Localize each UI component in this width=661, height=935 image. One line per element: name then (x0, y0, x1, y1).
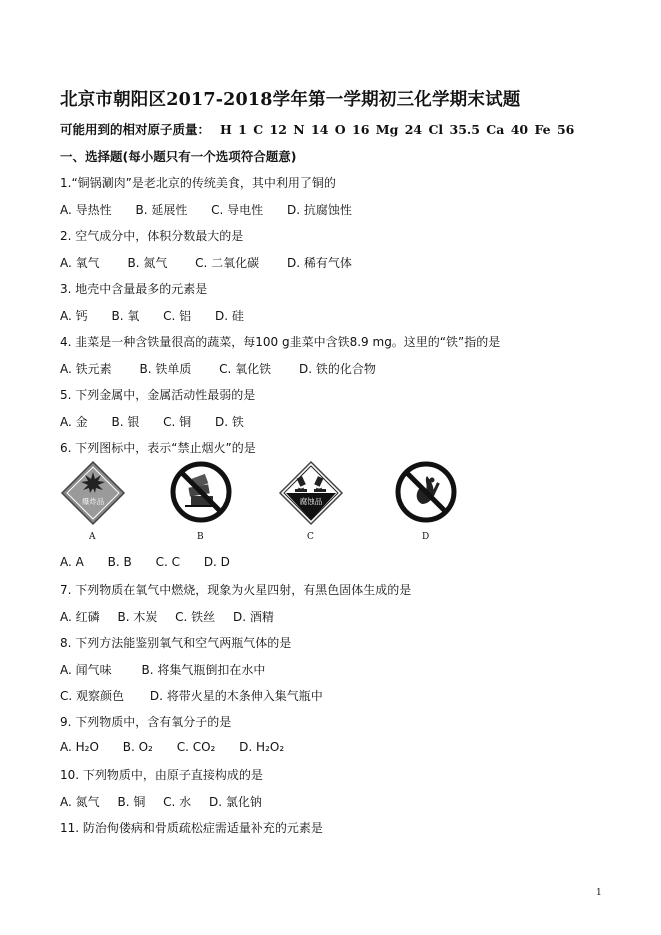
option-b: B. 木炭 (117, 610, 158, 624)
question-10: 10. 下列物质中，由原子直接构成的是 (60, 768, 263, 782)
question-1-options (60, 201, 372, 218)
option-d: D. H₂O₂ (239, 740, 285, 754)
question-2-options (60, 254, 376, 271)
option-a: A. H₂O (60, 740, 99, 754)
option-a: A. 铁元素 (60, 362, 112, 376)
question-6: 6. 下列图标中，表示“禁止烟火”的是 (60, 441, 256, 455)
question-5-options (60, 413, 264, 430)
icon-label-b: B (197, 532, 204, 542)
question-9-options (60, 740, 304, 754)
option-d: D. 稀有气体 (287, 256, 352, 270)
option-b: B. 延展性 (135, 203, 188, 217)
question-11: 11. 防治佝偻病和骨质疏松症需适量补充的元素是 (60, 821, 323, 835)
option-c: C. 导电性 (211, 203, 264, 217)
sign-caption: 爆炸品 (81, 497, 105, 506)
question-8-options-row1 (60, 661, 285, 678)
option-c: C. 观察颜色 (60, 689, 125, 703)
corrosive-hazard-sign-icon (278, 460, 344, 526)
option-c: C. 氧化铁 (219, 362, 272, 376)
option-b: B. 将集气瓶倒扣在水中 (141, 663, 266, 677)
option-c: C. C (155, 555, 180, 569)
option-a: A. 闻气味 (60, 663, 112, 677)
option-a: A. 氮气 (60, 795, 100, 809)
icon-label-c: C (307, 532, 314, 542)
option-c: C. 铁丝 (175, 610, 216, 624)
option-b: B. 铁单质 (139, 362, 192, 376)
section-heading: 一、选择题(每小题只有一个选项符合题意) (60, 149, 297, 164)
option-c: C. 铜 (163, 415, 192, 429)
question-7-options (60, 608, 294, 625)
option-c: C. 二氧化碳 (195, 256, 260, 270)
option-d: D. D (203, 555, 230, 569)
option-d: D. 铁 (215, 415, 244, 429)
option-b: B. 氮气 (127, 256, 168, 270)
option-c: C. 水 (163, 795, 192, 809)
option-d: D. 将带火星的木条伸入集气瓶中 (149, 689, 323, 703)
question-1: 1.“铜锅涮肉”是老北京的传统美食，其中利用了铜的 (60, 176, 336, 190)
option-c: C. 铝 (163, 309, 192, 323)
option-a: A. 红磷 (60, 610, 100, 624)
option-d: D. 氯化钠 (209, 795, 262, 809)
atomic-mass-values: H 1 C 12 N 14 O 16 Mg 24 Cl 35.5 Ca 40 Fe 56 (220, 122, 575, 137)
page-title: 北京市朝阳区2017-2018学年第一学期初三化学期末试题 (60, 90, 521, 110)
atomic-mass-label: 可能用到的相对原子质量： (60, 122, 211, 137)
question-2: 2. 空气成分中，体积分数最大的是 (60, 229, 244, 243)
question-10-options (60, 793, 282, 810)
option-c: C. CO₂ (176, 740, 216, 754)
question-6-options (60, 555, 250, 569)
option-b: B. O₂ (122, 740, 153, 754)
option-b: B. 银 (111, 415, 140, 429)
option-d: D. 酒精 (233, 610, 274, 624)
question-8: 8. 下列方法能鉴别氧气和空气两瓶气体的是 (60, 636, 292, 650)
question-8-options-row2 (60, 687, 343, 704)
option-d: D. 硅 (215, 309, 244, 323)
option-d: D. 抗腐蚀性 (287, 203, 352, 217)
option-d: D. 铁的化合物 (299, 362, 376, 376)
option-a: A. 钙 (60, 309, 88, 323)
option-a: A. 金 (60, 415, 88, 429)
sign-caption: 腐蚀品 (299, 497, 323, 506)
question-4-options (60, 360, 400, 377)
option-b: B. B (107, 555, 132, 569)
option-a: A. 导热性 (60, 203, 112, 217)
question-7: 7. 下列物质在氧气中燃烧，现象为火星四射，有黑色固体生成的是 (60, 583, 412, 597)
question-6-sign-images (60, 460, 480, 550)
question-4: 4. 韭菜是一种含铁量很高的蔬菜，每100 g韭菜中含铁8.9 mg。这里的“铁”指的是 (60, 335, 501, 349)
question-3-options (60, 307, 264, 324)
option-a: A. 氧气 (60, 256, 100, 270)
question-5: 5. 下列金属中，金属活动性最弱的是 (60, 388, 256, 402)
option-a: A. A (60, 555, 84, 569)
no-open-flame-sign-icon (394, 460, 458, 524)
question-3: 3. 地壳中含量最多的元素是 (60, 282, 208, 296)
atomic-mass-line (60, 120, 574, 138)
icon-label-a: A (89, 532, 96, 542)
icon-label-d: D (422, 532, 430, 542)
option-b: B. 氧 (111, 309, 140, 323)
question-9: 9. 下列物质中，含有氧分子的是 (60, 715, 232, 729)
option-b: B. 铜 (117, 795, 146, 809)
no-stacking-sign-icon (169, 460, 233, 524)
page-number: 1 (596, 888, 602, 898)
explosive-hazard-sign-icon (60, 460, 126, 526)
